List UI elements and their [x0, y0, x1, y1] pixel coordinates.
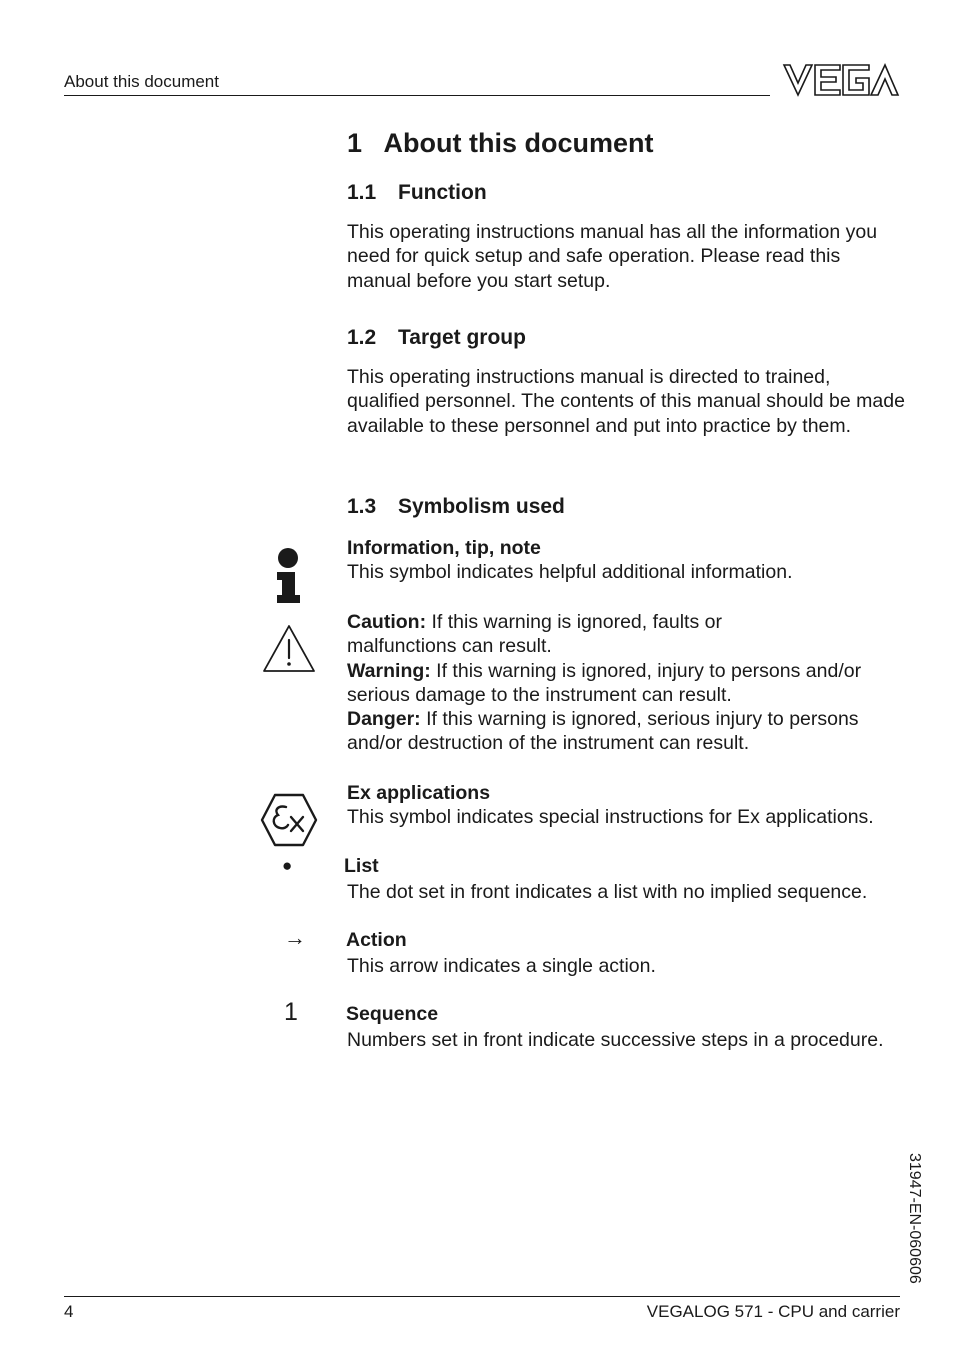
caution-line — [347, 610, 747, 659]
header-rule — [64, 95, 770, 96]
section-heading-function — [347, 181, 487, 205]
danger-text: If this warning is ignored, serious injury to persons and/or destruction of the instrument can result. — [347, 708, 859, 755]
chapter-title-text: About this document — [383, 128, 654, 158]
ex-hexagon-icon — [260, 793, 318, 847]
symbol-list-title: List — [344, 855, 379, 877]
symbol-action-body: This arrow indicates a single action. — [347, 955, 656, 977]
section-number: 1.2 — [347, 326, 377, 349]
symbol-ex-body: This symbol indicates special instructions for Ex applications. — [347, 806, 874, 829]
sequence-number-marker: 1 — [284, 998, 298, 1026]
warning-line — [347, 659, 907, 708]
document-number: 31947-EN-060606 — [906, 1153, 923, 1284]
footer-rule — [64, 1296, 900, 1297]
section-number: 1.1 — [347, 181, 377, 204]
page-number: 4 — [64, 1302, 74, 1321]
warning-triangle-icon — [262, 624, 316, 674]
caution-label: Caution: — [347, 611, 427, 633]
running-header: About this document — [64, 72, 219, 91]
arrow-right-icon: → — [284, 925, 306, 950]
chapter-title — [347, 128, 654, 159]
warning-label: Warning: — [347, 659, 431, 682]
bullet-icon: ● — [282, 856, 293, 875]
symbol-ex — [347, 781, 907, 830]
danger-line — [347, 707, 907, 756]
section-title: Symbolism used — [398, 495, 565, 518]
section-heading-target-group — [347, 326, 526, 350]
symbol-caution — [347, 610, 907, 756]
symbol-ex-title: Ex applications — [347, 782, 491, 804]
chapter-number: 1 — [347, 128, 363, 158]
symbol-list-body: The dot set in front indicates a list with no implied sequence. — [347, 881, 868, 903]
caution-text: If this warning is ignored, faults or malfunctions can result. — [347, 611, 722, 658]
section-heading-symbolism — [347, 495, 565, 519]
section-body-target-group: This operating instructions manual is directed to trained, qualified personnel. The contents of this manual should be made available to these personnel and put into practice by them. — [347, 366, 905, 437]
symbol-sequence-body: Numbers set in front indicate successive steps in a procedure. — [347, 1029, 884, 1051]
information-icon — [274, 547, 302, 605]
symbol-info-body: This symbol indicates helpful additional information. — [347, 561, 793, 584]
footer-product-name: VEGALOG 571 - CPU and carrier — [646, 1302, 900, 1321]
warning-text: If this warning is ignored, injury to persons and/or serious damage to the instrument can result. — [347, 659, 862, 706]
symbol-action-title: Action — [346, 929, 407, 951]
vega-logo — [782, 62, 900, 98]
section-number: 1.3 — [347, 495, 377, 518]
symbol-info — [347, 536, 907, 585]
danger-label: Danger: — [347, 708, 421, 731]
section-title: Target group — [398, 326, 526, 349]
symbol-info-title: Information, tip, note — [347, 537, 541, 559]
section-body-function: This operating instructions manual has all the information you need for quick setup and safe operation. Please read this manual before you start setup. — [347, 221, 878, 292]
symbol-sequence-title: Sequence — [346, 1003, 439, 1025]
section-title: Function — [398, 181, 487, 204]
